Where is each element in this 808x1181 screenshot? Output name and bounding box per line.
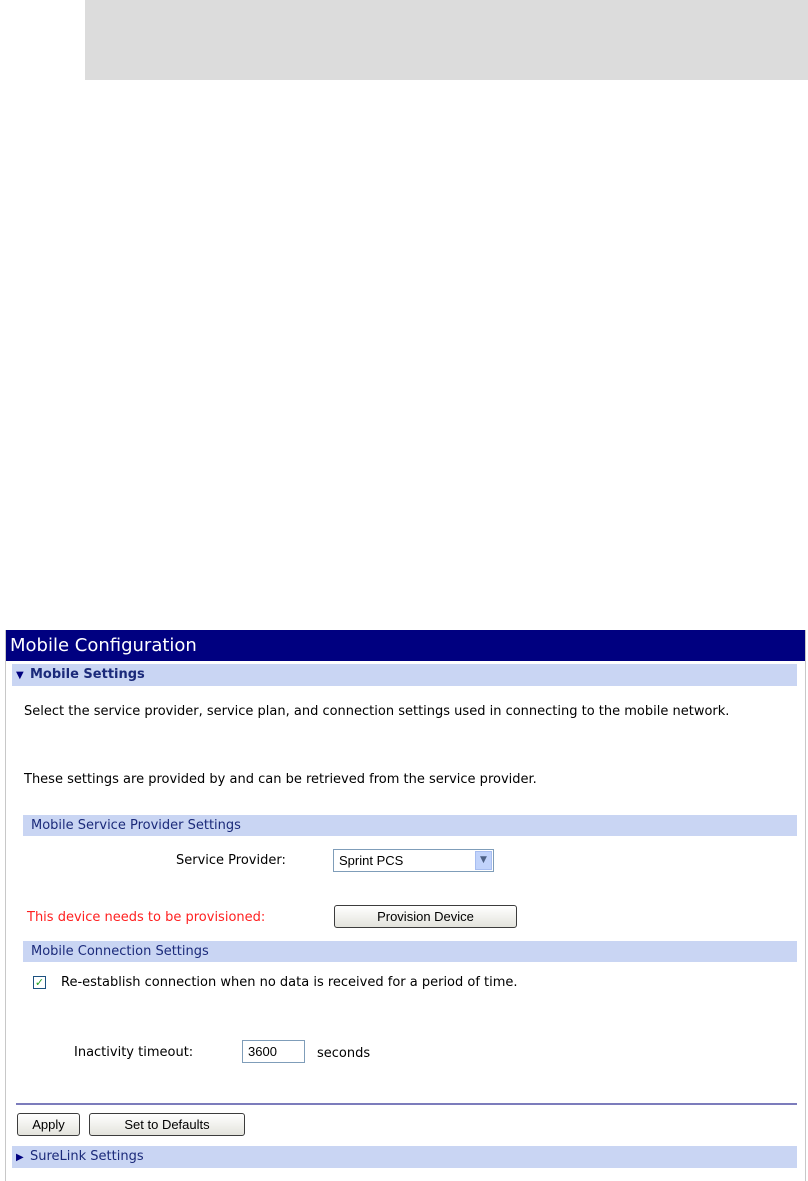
mobile-settings-header-label: Mobile Settings	[30, 667, 145, 682]
apply-button[interactable]: Apply	[17, 1113, 80, 1136]
reestablish-checkbox[interactable]: ✓	[34, 976, 45, 989]
mobile-settings-description: Select the service provider, service plan, and connection settings used in connecting to the mobile network.	[24, 704, 730, 719]
service-provider-label: Service Provider:	[176, 853, 286, 868]
collapsed-arrow-icon: ▶	[16, 1152, 24, 1163]
provision-device-button[interactable]: Provision Device	[334, 905, 517, 928]
mobile-configuration-panel	[5, 630, 806, 1181]
provider-note: These settings are provided by and can be retrieved from the service provider.	[24, 772, 537, 787]
expanded-arrow-icon: ▼	[16, 670, 24, 681]
mobile-settings-header[interactable]	[12, 664, 797, 686]
top-gray-bar	[85, 0, 808, 80]
inactivity-unit: seconds	[317, 1046, 371, 1061]
divider	[16, 1103, 797, 1105]
panel-title: Mobile Configuration	[6, 630, 805, 661]
inactivity-timeout-input[interactable]: 3600	[242, 1040, 305, 1063]
surelink-settings-header[interactable]	[12, 1146, 797, 1168]
inactivity-timeout-label: Inactivity timeout:	[74, 1045, 194, 1060]
chevron-down-icon[interactable]: ▼	[475, 851, 492, 870]
service-provider-value: Sprint PCS	[339, 853, 404, 868]
set-to-defaults-button[interactable]: Set to Defaults	[89, 1113, 245, 1136]
reestablish-label: Re-establish connection when no data is received for a period of time.	[61, 975, 518, 990]
connection-settings-header: Mobile Connection Settings	[23, 941, 797, 962]
surelink-header-label: SureLink Settings	[30, 1149, 144, 1164]
service-provider-select[interactable]	[333, 849, 494, 872]
provision-message: This device needs to be provisioned:	[27, 910, 266, 925]
provider-settings-header: Mobile Service Provider Settings	[23, 815, 797, 836]
